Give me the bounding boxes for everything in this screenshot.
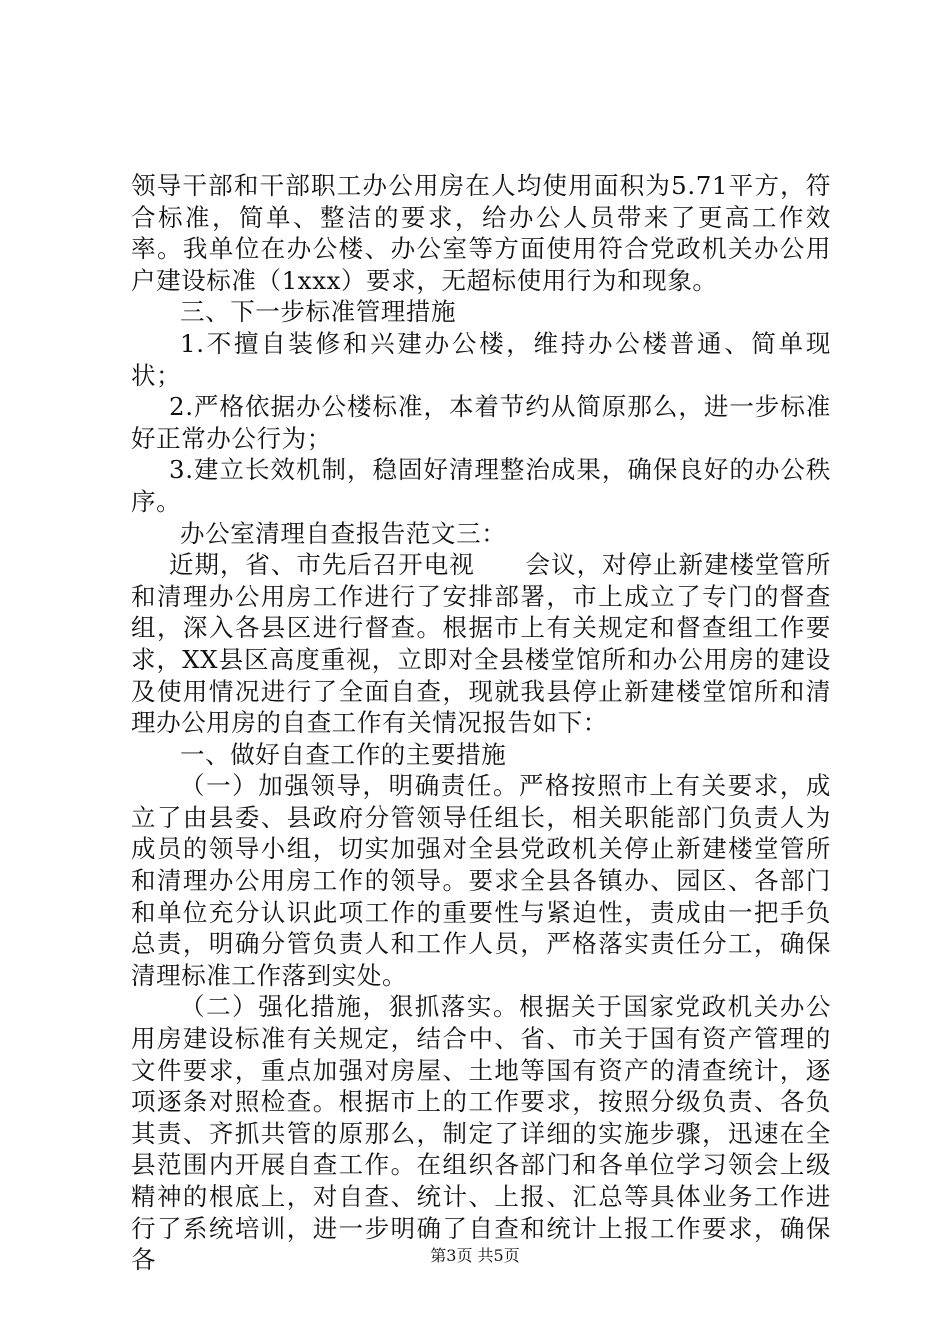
paragraph-measure-2: （二）强化措施，狠抓落实。根据关于国家党政机关办公用房建设标准有关规定，结合中、省、市关于国有资产管理的文件要求，重点加强对房屋、土地等国有资产的清查统计，逐项逐条对照检查。根据市上的工作要求，按照分级负责、各负其责、齐抓共管的原那么，制定了详细的实施步骤，迅速在全县范围内开展自查工作。在组织各部门和各单位学习领会上级精神的根底上，对自查、统计、上报、汇总等具体业务工作进行了系统培训，进一步明确了自查和统计上报工作要求，确保各: [131, 992, 831, 1275]
paragraph-measure-1: （一）加强领导，明确责任。严格按照市上有关要求，成立了由县委、县政府分管领导任组长，相关职能部门负责人为成员的领导小组，切实加强对全县党政机关停止新建楼堂管所和清理办公用房工作的领导。要求全县各镇办、园区、各部门和单位充分认识此项工作的重要性与紧迫性，责成由一把手负总责，明确分管负责人和工作人员，严格落实责任分工，确保清理标准工作落到实处。: [131, 771, 831, 990]
document-body: [131, 170, 831, 1276]
paragraph-intro: 近期，省、市先后召开电视 会议，对停止新建楼堂管所和清理办公用房工作进行了安排部署，市上成立了专门的督查组，深入各县区进行督查。根据市上有关规定和督查组工作要求，XX县区高度重视，立即对全县楼堂馆所和办公用房的建设及使用情况进行了全面自查，现就我县停止新建楼堂馆所和清理办公用房的自查工作有关情况报告如下：: [131, 550, 831, 738]
sample-title-three: 办公室清理自查报告范文三：: [180, 518, 507, 548]
section-heading-next-steps: 三、下一步标准管理措施: [180, 297, 457, 327]
list-item-1: 1.不擅自装修和兴建办公楼，维持办公楼普通、简单现状；: [131, 328, 831, 390]
list-item-2: 2.严格依据办公楼标准，本着节约从简原那么，进一步标准好正常办公行为；: [131, 392, 831, 453]
paragraph-1: 领导干部和干部职工办公用房在人均使用面积为5.71平方，符合标准，简单、整洁的要求，给办公人员带来了更高工作效率。我单位在办公楼、办公室等方面使用符合党政机关办公用户建设标准（1xxx）要求，无超标使用行为和现象。: [131, 171, 831, 295]
section-heading-main-measures: 一、做好自查工作的主要措施: [180, 739, 507, 769]
list-item-3: 3.建立长效机制，稳固好清理整治成果，确保良好的办公秩序。: [131, 455, 831, 516]
page-footer: 第3页 共5页: [430, 1246, 520, 1265]
